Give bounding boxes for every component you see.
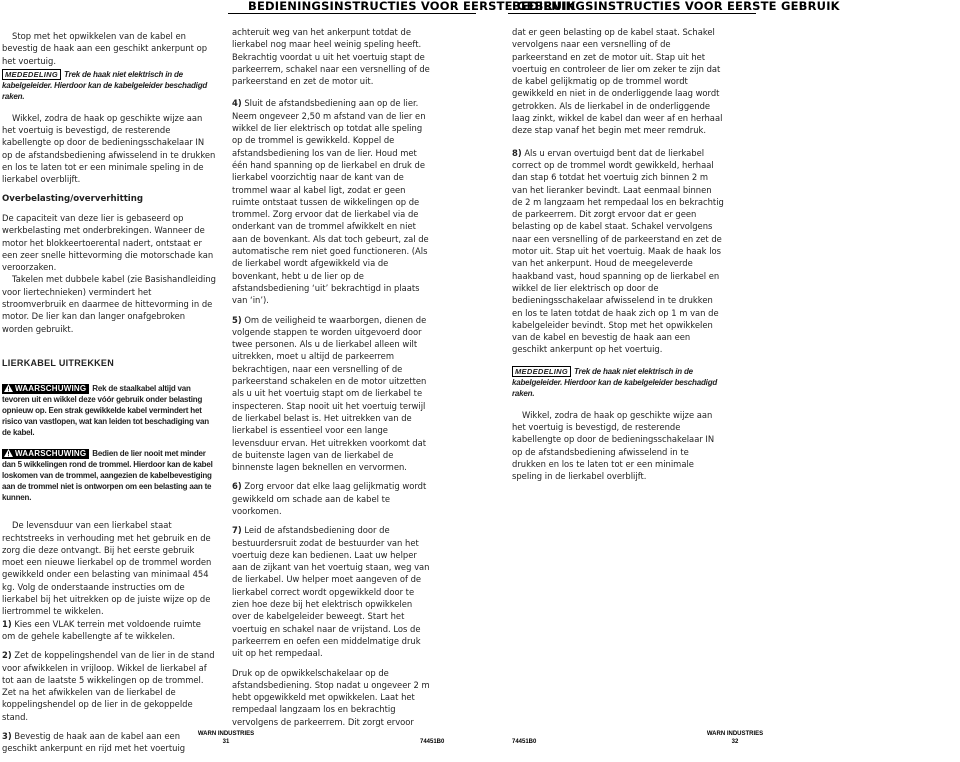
notice-block [2,69,216,102]
step-5: 5) Om de veiligheid te waarborgen, dienen de volgende stappen te worden uitgevoerd door twee personen. Als u de lierkabel alleen wilt uitrekken, moet u altijd de parkeerrem bekrachtigen, naar een versnelling of de parkeerstand schakelen en de motor uitzetten als u uit het voertuig stapt om de lierkabel te inspecteren. Stap nooit uit het voertuig terwijl de lierkabel belast is. Het uitrekken van de lierkabel is essentieel voor een lange levensduur ervan. Het uitrekken voorkomt dat de buitenste lagen van de lierkabel de binnenste lagen beknellen en vervormen. [232,314,427,473]
right-page-header: BEDIENINGSINSTRUCTIES VOOR EERSTE GEBRUIK [512,0,840,13]
pull-in-paragraph: Druk op de opwikkelschakelaar op de afstandsbediening. Stop nadat u ongeveer 2 m hebt opgewikkeld met opwikkelen. Laat het rempedaal langzaam los en bekrachtig vervolgens de parkeerrem. Dit zorgt ervoor [232,667,430,727]
double-cable-paragraph: Takelen met dubbele kabel (zie Basishandleiding voor liertechnieken) vermindert het stroomverbruik en daarmee de hittevorming in de motor. De lier kan dan langer onafgebroken worden gebruikt. [2,274,216,334]
warning-badge: WAARSCHUWING [2,384,89,394]
notice-block [512,366,724,399]
warning-block-2 [2,448,216,503]
footer-right-code: 74451B0 [512,739,537,745]
warning-block-1 [2,383,216,438]
right-header-rule [508,13,756,14]
left-header-rule [228,13,476,14]
warning-text-2: Bedien de lier nooit met minder dan 5 wikkelingen rond de trommel. Hierdoor kan de kabel loskomen van de trommel, aangezien de kabelbevestiging aan de trommel niet is ontworpen om een belasting aan te kunnen. [2,449,213,503]
intro-paragraph: Stop met het opwikkelen van de kabel en bevestig de haak aan een geschikt ankerpunt op het voertuig. [2,31,208,66]
notice-badge: MEDEDELING [2,69,61,80]
continued-paragraph: achteruit weg van het ankerpunt totdat de lierkabel nog maar heel weinig speling heeft. Bekrachtig voordat u uit het voertuig stapt de parkeerrem, schakel naar een versnelling of de parkeerstand en zet de motor uit. [232,27,430,87]
warning-triangle-icon [4,384,13,392]
column-left [2,30,216,762]
notice-text: Trek de haak niet elektrisch in de kabelgeleider. Hierdoor kan de kabelgeleider beschadigd raken. [2,69,208,101]
step-3: 3) Bevestig de haak aan de kabel aan een geschikt ankerpunt en rijd met het voertuig [2,730,186,754]
step-7: 7) Leid de afstandsbediening door de bestuurdersruit zodat de bestuurder van het voertuig deze kan bedienen. Laat uw helper aan de zijkant van het voertuig staan, weg van de lierkabel. Uw helper moet aangeven of de lierkabel correct wordt opgewikkeld door te zien hoe deze bij het elektrisch opwikkelen over de kabelgeleider beweegt. Start het voertuig en schakel naar de vrijstand. Los de parkeerrem en oefen een middelmatige druk uit op het rempedaal. [232,525,430,659]
footer-right-brand: WARN INDUSTRIES 32 [700,730,770,746]
notice-text: Trek de haak niet elektrisch in de kabelgeleider. Hierdoor kan de kabelgeleider beschadigd raken. [512,366,718,398]
warning-text-1: Rek de staalkabel altijd van tevoren uit en wikkel deze vóór gebruik onder belasting opnieuw op. Een strak gewikkelde kabel vermindert het risico van vastlopen, wat kan leiden tot beschadiging van de kabel. [2,384,209,438]
step-2: 2) Zet de koppelingshendel van de lier in de stand voor afwikkelen in vrijloop. Wikkel de lierkabel af tot aan de laatste 5 wikkelingen op de trommel. Zet na het afwikkelen van de lierkabel de koppelingshendel op de lier in de gekoppelde stand. [2,650,215,722]
overload-heading: Overbelasting/oververhitting [2,193,144,204]
warning-badge: WAARSCHUWING [2,449,89,459]
column-middle [232,26,432,735]
footer-left-code: 74451B0 [420,739,445,745]
step-8: 8) Als u ervan overtuigd bent dat de lierkabel correct op de trommel wordt gewikkeld, herhaal dan stap 6 totdat het voertuig zich binnen 2 m van het lieranker bevindt. Laat eenmaal binnen de 2 m langzaam het rempedaal los en bekrachtig de parkeerrem. Dit zorgt ervoor dat er geen belasting op de kabel staat. Schakel vervolgens naar een versnelling of de parkeerstand en zet de motor uit. Stap uit het voertuig. Maak de haak los van het ankerpunt. Houd de meegeleverde haakband vast, houd spanning op de lierkabel en wikkel de lier elektrisch op door de bedieningsschakelaar afwisselend in te drukken en los te laten totdat de haak zich op 1 m van de kabelgeleider bevindt. Stop met het opwikkelen van de kabel en bevestig de haak aan een geschikt ankerpunt op het voertuig. [512,147,724,355]
continued-paragraph: dat er geen belasting op de kabel staat. Schakel vervolgens naar een versnelling of de parkeerstand en zet de motor uit. Stap uit het voertuig en controleer de lier om zeker te zijn dat de kabel gelijkmatig op de trommel wordt gewikkeld en niet in de onderliggende laag wordt getrokken. Als de lierkabel in de onderliggende laag zinkt, wikkel de kabel dan weer af en herhaal deze stap vanaf het begin met meer remdruk. [512,27,723,136]
overload-paragraph: De capaciteit van deze lier is gebaseerd op werkbelasting met onderbrekingen. Wanneer de motor het blokkeertoerental nadert, ontstaat er een zeer snelle hittevorming die motorschade kan veroorzaken. [2,212,214,273]
section-heading-stretch-cable: LIERKABEL UITREKKEN [2,357,115,368]
notice-badge: MEDEDELING [512,366,571,377]
step-1: 1) Kies een VLAK terrein met voldoende ruimte om de gehele kabellengte af te wikkelen. [2,618,201,641]
step-4: 4) Sluit de afstandsbediening aan op de lier. Neem ongeveer 2,50 m afstand van de lier en wikkel de lier elektrisch op totdat alle speling op de trommel is gewikkeld. Koppel de afstandsbediening los van de lier. Houd met één hand spanning op de lierkabel en druk de lierkabel voorzichtig naar de kant van de trommel waar al kabel ligt, zodat er geen ruimte ontstaat tussen de wikkelingen op de trommel. Zorg ervoor dat de lierkabel via de onderkant van de trommel afwikkelt en niet aan de bovenkant. Als dat toch gebeurt, zal de automatische rem niet goed functioneren. (Als de lierkabel wordt afgewikkeld via de bovenkant, hebt u de lier op de afstandsbediening ‘uit’ bekrachtigd in plaats van ‘in’). [232,98,429,306]
column-right [512,26,724,490]
page-number-right: 32 [731,739,739,745]
paragraph-wind-remaining: Wikkel, zodra de haak op geschikte wijze aan het voertuig is bevestigd, de resterende kabellengte op door de bedieningsschakelaar IN op de afstandsbediening afwisselend in te drukken en los te laten tot er een minimale speling in de lierkabel overblijft. [2,112,216,185]
warning-triangle-icon [4,449,13,457]
cable-life-paragraph: De levensduur van een lierkabel staat rechtstreeks in verhouding met het gebruik en de zorg die deze ontvangt. Bij het eerste gebruik moet een nieuwe lierkabel op de trommel worden gewikkeld onder een belasting van minimaal 454 kg. Volg de onderstaande instructies om de lierkabel bij het uitrekken op de juiste wijze op de liertrommel te wikkelen. [2,520,212,617]
page-number-left: 31 [222,739,230,745]
step-6: 6) Zorg ervoor dat elke laag gelijkmatig wordt gewikkeld om schade aan de kabel te voorkomen. [232,481,427,516]
paragraph-wind-remaining: Wikkel, zodra de haak op geschikte wijze aan het voertuig is bevestigd, de resterende kabellengte op door de bedieningsschakelaar IN op de afstandsbediening afwisselend in te drukken en los te laten tot er een minimale speling in de lierkabel overblijft. [512,409,715,482]
footer-left-brand: WARN INDUSTRIES 31 [197,731,255,745]
left-page-header: BEDIENINGSINSTRUCTIES VOOR EERSTE GEBRUIK [248,0,576,13]
